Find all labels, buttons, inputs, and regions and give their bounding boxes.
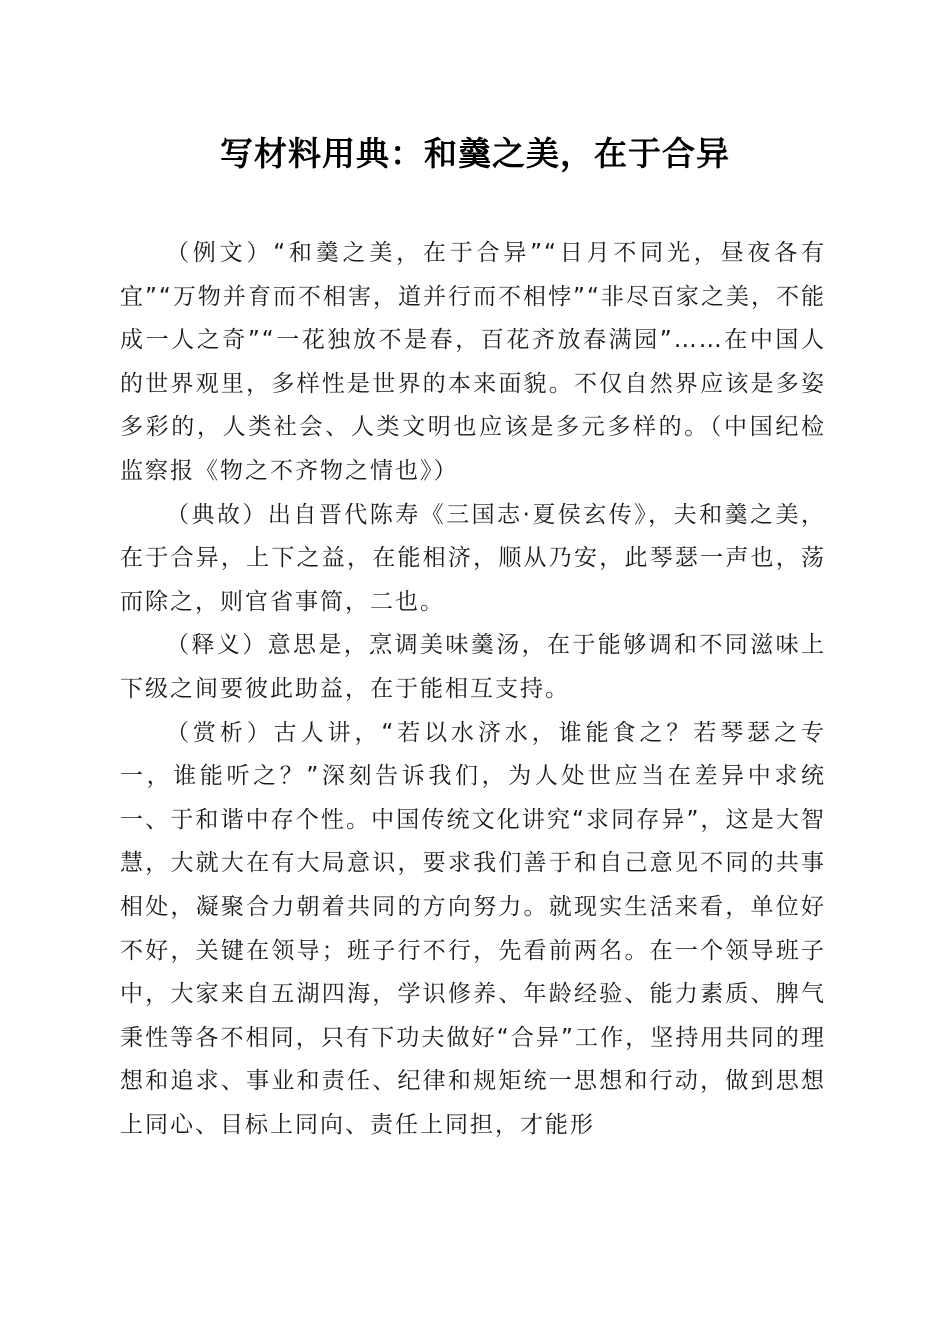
paragraph-meaning: （释义）意思是，烹调美味羹汤，在于能够调和不同滋味上下级之间要彼此助益，在于能相互支持。 bbox=[120, 632, 826, 702]
paragraph-example: （例文）“和羹之美，在于合异”“日月不同光，昼夜各有宜”“万物并育而不相害，道并行而不相悖”“非尽百家之美，不能成一人之奇”“一花独放不是春，百花齐放春满园”……在中国人的世界观里，多样性是世界的本来面貌。不仅自然界应该是多姿多彩的，人类社会、人类文明也应该是多元多样的。（中国纪检监察报《物之不齐物之情也》） bbox=[120, 240, 826, 484]
page-title: 写材料用典：和羹之美，在于合异 bbox=[220, 134, 730, 173]
document-body bbox=[120, 232, 826, 1147]
paragraph-analysis: （赏析）古人讲，“若以水济水，谁能食之？若琴瑟之专一，谁能听之？”深刻告诉我们，为人处世应当在差异中求统一、于和谐中存个性。中国传统文化讲究“求同存异”，这是大智慧，大就大在有大局意识，要求我们善于和自己意见不同的共事相处，凝聚合力朝着共同的方向努力。就现实生活来看，单位好不好，关键在领导；班子行不行，先看前两名。在一个领导班子中，大家来自五湖四海，学识修养、年龄经验、能力素质、脾气秉性等各不相同，只有下功夫做好“合异”工作，坚持用共同的理想和追求、事业和责任、纪律和规矩统一思想和行动，做到思想上同心、目标上同向、责任上同担，才能形 bbox=[120, 719, 826, 1138]
paragraph-allusion: （典故）出自晋代陈寿《三国志·夏侯玄传》，夫和羹之美，在于合异，上下之益，在能相济，顺从乃安，此琴瑟一声也，荡而除之，则官省事简，二也。 bbox=[120, 501, 826, 615]
